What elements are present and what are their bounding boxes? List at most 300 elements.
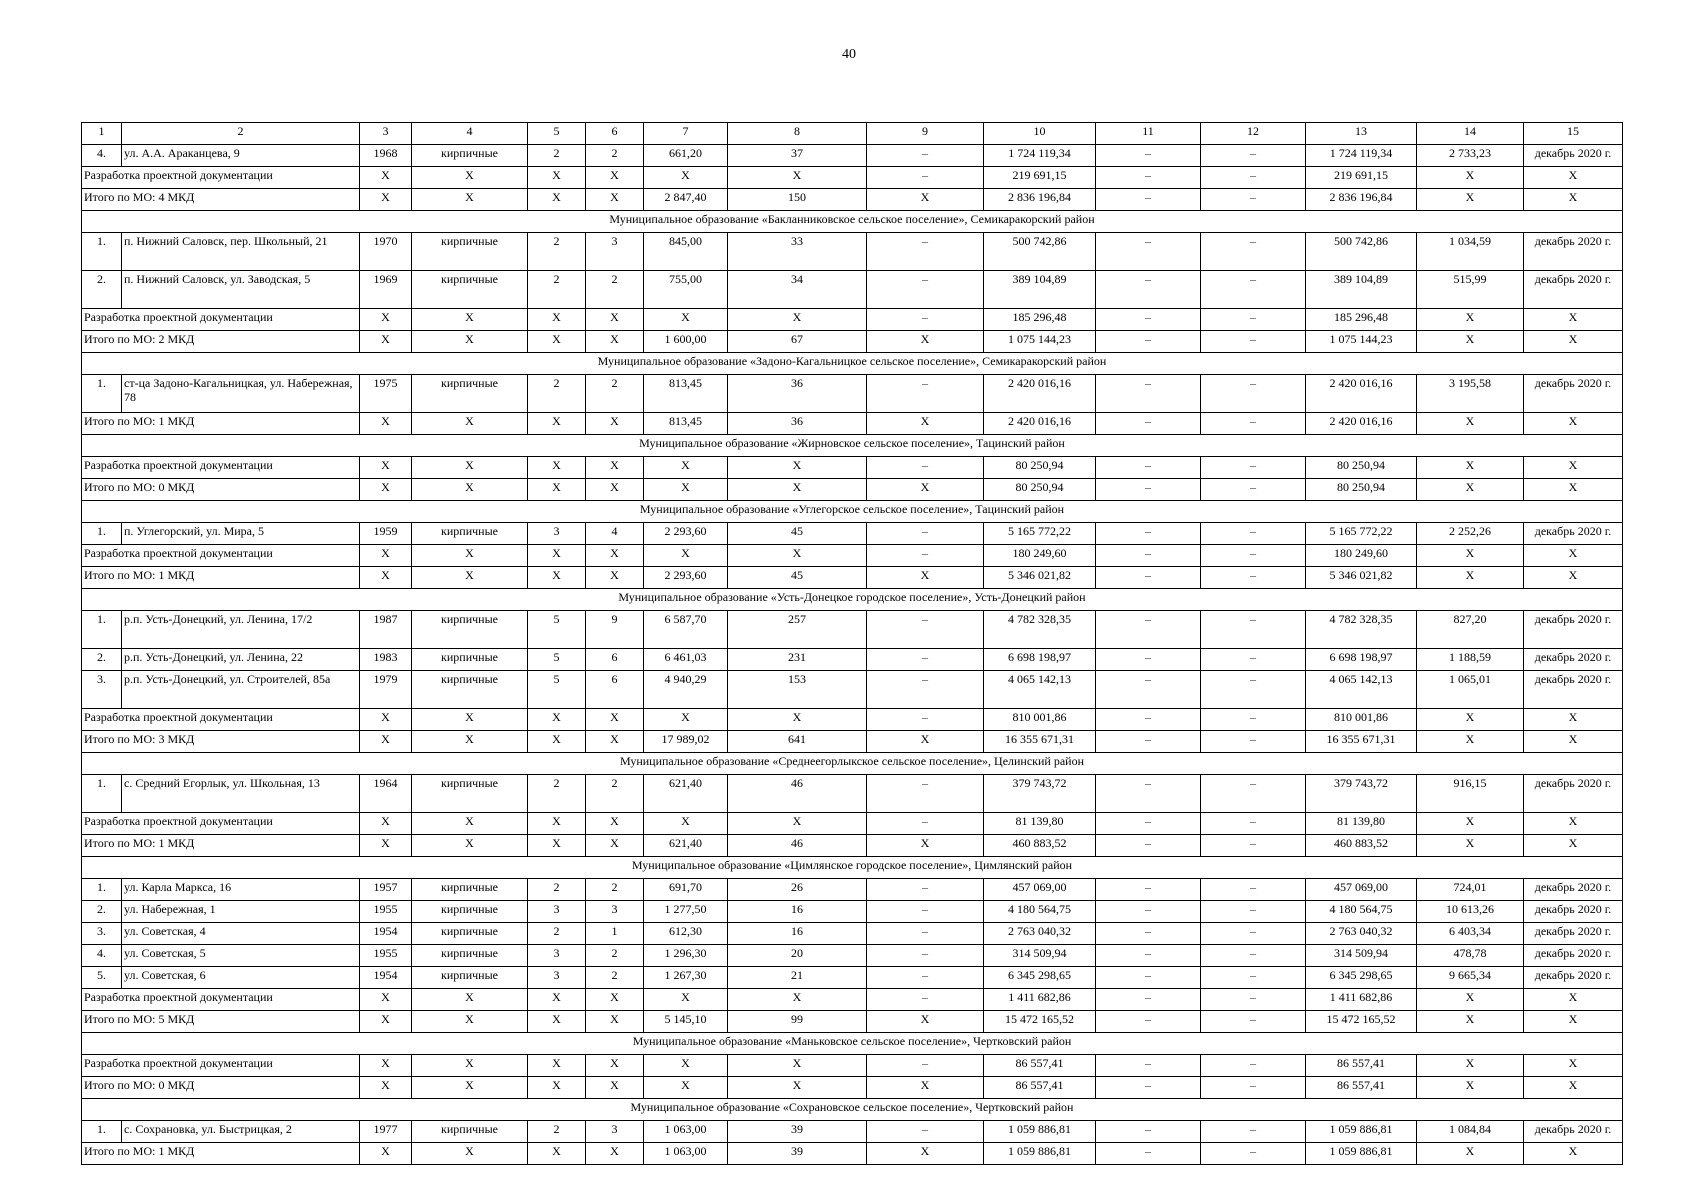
cell: 6 698 198,97: [1306, 649, 1417, 671]
cell: X: [1417, 545, 1524, 567]
column-number-row: [82, 123, 1623, 145]
building-address: ул. Советская, 5: [122, 945, 360, 967]
cell: –: [1201, 945, 1306, 967]
cell: –: [867, 167, 984, 189]
cell: X: [1524, 457, 1623, 479]
cell: 1 059 886,81: [1306, 1121, 1417, 1143]
cell: X: [728, 1055, 867, 1077]
cell: 1969: [360, 271, 412, 309]
cell: кирпичные: [412, 923, 528, 945]
cell: –: [1096, 879, 1201, 901]
cell: 80 250,94: [984, 457, 1096, 479]
row-label: Разработка проектной документации: [82, 813, 360, 835]
cell: 1 277,50: [644, 901, 728, 923]
municipality-section-row: [82, 589, 1623, 611]
building-row: [82, 671, 1623, 709]
cell: 1955: [360, 945, 412, 967]
cell: 5: [528, 649, 586, 671]
cell: –: [1096, 901, 1201, 923]
row-label: Итого по МО: 4 МКД: [82, 189, 360, 211]
cell: 2 420 016,16: [1306, 375, 1417, 413]
row-number: 3.: [82, 923, 122, 945]
cell: 86 557,41: [984, 1055, 1096, 1077]
cell: –: [1201, 309, 1306, 331]
cell: X: [412, 1077, 528, 1099]
cell: X: [644, 309, 728, 331]
cell: –: [1201, 649, 1306, 671]
cell: X: [1524, 1055, 1623, 1077]
cell: 2: [528, 233, 586, 271]
cell: –: [1096, 967, 1201, 989]
cell: X: [1524, 1011, 1623, 1033]
cell: X: [360, 1077, 412, 1099]
cell: X: [360, 1011, 412, 1033]
cell: X: [412, 731, 528, 753]
cell: –: [1096, 671, 1201, 709]
cell: 515,99: [1417, 271, 1524, 309]
cell: –: [1201, 879, 1306, 901]
cell: X: [644, 989, 728, 1011]
cell: X: [528, 331, 586, 353]
cell: декабрь 2020 г.: [1524, 671, 1623, 709]
column-number: 9: [867, 123, 984, 145]
cell: X: [728, 813, 867, 835]
cell: X: [528, 413, 586, 435]
cell: X: [867, 731, 984, 753]
cell: 827,20: [1417, 611, 1524, 649]
cell: X: [1417, 1055, 1524, 1077]
cell: 37: [728, 145, 867, 167]
cell: –: [1096, 835, 1201, 857]
cell: 45: [728, 567, 867, 589]
cell: X: [728, 545, 867, 567]
cell: –: [1201, 775, 1306, 813]
cell: 185 296,48: [1306, 309, 1417, 331]
cell: X: [1417, 989, 1524, 1011]
cell: 1 063,00: [644, 1121, 728, 1143]
cell: 17 989,02: [644, 731, 728, 753]
cell: –: [1096, 775, 1201, 813]
cell: 86 557,41: [984, 1077, 1096, 1099]
row-number: 1.: [82, 611, 122, 649]
column-number: 4: [412, 123, 528, 145]
cell: 45: [728, 523, 867, 545]
row-number: 1.: [82, 775, 122, 813]
cell: 2 763 040,32: [984, 923, 1096, 945]
cell: –: [1096, 567, 1201, 589]
cell: X: [1417, 309, 1524, 331]
cell: 916,15: [1417, 775, 1524, 813]
column-number: 10: [984, 123, 1096, 145]
cell: 4 065 142,13: [1306, 671, 1417, 709]
cell: 5 346 021,82: [1306, 567, 1417, 589]
cell: –: [867, 309, 984, 331]
cell: 6 461,03: [644, 649, 728, 671]
cell: X: [1417, 1011, 1524, 1033]
cell: кирпичные: [412, 233, 528, 271]
cell: –: [1096, 167, 1201, 189]
municipality-section-row: [82, 857, 1623, 879]
cell: 3 195,58: [1417, 375, 1524, 413]
cell: 389 104,89: [984, 271, 1096, 309]
cell: X: [412, 1011, 528, 1033]
cell: 2: [528, 879, 586, 901]
cell: 2: [528, 145, 586, 167]
cell: X: [867, 413, 984, 435]
cell: 500 742,86: [984, 233, 1096, 271]
municipality-title: Муниципальное образование «Маньковское сельское поселение», Чертковский район: [82, 1033, 1623, 1055]
cell: X: [1524, 989, 1623, 1011]
cell: 80 250,94: [1306, 479, 1417, 501]
municipality-title: Муниципальное образование «Цимлянское городское поселение», Цимлянский район: [82, 857, 1623, 879]
row-label: Итого по МО: 0 МКД: [82, 1077, 360, 1099]
municipality-title: Муниципальное образование «Задоно-Кагальницкое сельское поселение», Семикаракорский район: [82, 353, 1623, 375]
cell: X: [644, 457, 728, 479]
cell: 26: [728, 879, 867, 901]
cell: –: [1096, 309, 1201, 331]
cell: –: [1096, 145, 1201, 167]
cell: 2 420 016,16: [984, 375, 1096, 413]
cell: 219 691,15: [1306, 167, 1417, 189]
cell: 478,78: [1417, 945, 1524, 967]
cell: –: [1201, 523, 1306, 545]
cell: X: [728, 167, 867, 189]
cell: X: [1524, 167, 1623, 189]
cell: 180 249,60: [1306, 545, 1417, 567]
row-number: 2.: [82, 271, 122, 309]
cell: 314 509,94: [1306, 945, 1417, 967]
cell: X: [586, 457, 644, 479]
building-row: [82, 375, 1623, 413]
cell: X: [728, 709, 867, 731]
row-label: Итого по МО: 2 МКД: [82, 331, 360, 353]
cell: 2 836 196,84: [984, 189, 1096, 211]
municipality-title: Муниципальное образование «Жирновское сельское поселение», Тацинский район: [82, 435, 1623, 457]
cell: –: [867, 945, 984, 967]
cell: 1 065,01: [1417, 671, 1524, 709]
cell: –: [1201, 375, 1306, 413]
cell: 810 001,86: [1306, 709, 1417, 731]
municipality-section-row: [82, 1099, 1623, 1121]
cell: –: [1096, 271, 1201, 309]
cell: 4 180 564,75: [984, 901, 1096, 923]
cell: X: [360, 989, 412, 1011]
cell: X: [528, 989, 586, 1011]
cell: –: [867, 901, 984, 923]
cell: –: [867, 813, 984, 835]
cell: –: [1201, 813, 1306, 835]
total-row: [82, 1055, 1623, 1077]
row-number: 4.: [82, 945, 122, 967]
column-number: 11: [1096, 123, 1201, 145]
cell: декабрь 2020 г.: [1524, 967, 1623, 989]
cell: 15 472 165,52: [1306, 1011, 1417, 1033]
cell: –: [1201, 145, 1306, 167]
cell: X: [360, 731, 412, 753]
cell: X: [1524, 1077, 1623, 1099]
cell: 2 836 196,84: [1306, 189, 1417, 211]
cell: X: [1417, 167, 1524, 189]
cell: 33: [728, 233, 867, 271]
cell: кирпичные: [412, 649, 528, 671]
cell: –: [1096, 709, 1201, 731]
cell: X: [1417, 479, 1524, 501]
row-label: Итого по МО: 1 МКД: [82, 1143, 360, 1165]
cell: X: [528, 189, 586, 211]
cell: кирпичные: [412, 879, 528, 901]
column-number: 5: [528, 123, 586, 145]
cell: –: [1201, 967, 1306, 989]
cell: X: [586, 545, 644, 567]
column-number: 15: [1524, 123, 1623, 145]
cell: –: [867, 775, 984, 813]
cell: X: [528, 545, 586, 567]
column-number: 12: [1201, 123, 1306, 145]
building-row: [82, 233, 1623, 271]
cell: X: [412, 709, 528, 731]
cell: 80 250,94: [984, 479, 1096, 501]
row-label: Разработка проектной документации: [82, 709, 360, 731]
cell: декабрь 2020 г.: [1524, 945, 1623, 967]
cell: X: [1417, 1143, 1524, 1165]
cell: X: [412, 989, 528, 1011]
cell: 845,00: [644, 233, 728, 271]
cell: X: [412, 835, 528, 857]
cell: 36: [728, 413, 867, 435]
cell: X: [1524, 567, 1623, 589]
cell: X: [412, 545, 528, 567]
cell: X: [586, 1011, 644, 1033]
cell: 34: [728, 271, 867, 309]
row-number: 3.: [82, 671, 122, 709]
cell: –: [1096, 1143, 1201, 1165]
cell: 2 293,60: [644, 523, 728, 545]
cell: 16 355 671,31: [984, 731, 1096, 753]
cell: кирпичные: [412, 375, 528, 413]
cell: 219 691,15: [984, 167, 1096, 189]
cell: X: [360, 413, 412, 435]
cell: 80 250,94: [1306, 457, 1417, 479]
cell: X: [586, 413, 644, 435]
total-row: [82, 989, 1623, 1011]
cell: 379 743,72: [1306, 775, 1417, 813]
cell: –: [1201, 989, 1306, 1011]
municipality-title: Муниципальное образование «Сохрановское сельское поселение», Чертковский район: [82, 1099, 1623, 1121]
cell: X: [412, 813, 528, 835]
building-row: [82, 967, 1623, 989]
cell: X: [412, 309, 528, 331]
cell: 1 724 119,34: [984, 145, 1096, 167]
row-label: Разработка проектной документации: [82, 545, 360, 567]
cell: –: [867, 709, 984, 731]
cell: X: [412, 167, 528, 189]
cell: 3: [586, 233, 644, 271]
cell: 86 557,41: [1306, 1077, 1417, 1099]
cell: 1 075 144,23: [1306, 331, 1417, 353]
cell: 641: [728, 731, 867, 753]
cell: 150: [728, 189, 867, 211]
cell: 1979: [360, 671, 412, 709]
cell: X: [1524, 731, 1623, 753]
row-label: Итого по МО: 1 МКД: [82, 413, 360, 435]
cell: X: [1524, 835, 1623, 857]
cell: –: [1201, 1055, 1306, 1077]
cell: –: [1096, 457, 1201, 479]
cell: X: [1417, 413, 1524, 435]
cell: 2: [586, 375, 644, 413]
row-label: Разработка проектной документации: [82, 457, 360, 479]
cell: X: [360, 189, 412, 211]
cell: 1 084,84: [1417, 1121, 1524, 1143]
cell: X: [644, 545, 728, 567]
cell: 691,70: [644, 879, 728, 901]
cell: 379 743,72: [984, 775, 1096, 813]
cell: 5 346 021,82: [984, 567, 1096, 589]
row-number: 2.: [82, 901, 122, 923]
building-address: р.п. Усть-Донецкий, ул. Ленина, 22: [122, 649, 360, 671]
cell: 6 345 298,65: [1306, 967, 1417, 989]
cell: 1 267,30: [644, 967, 728, 989]
building-address: с. Средний Егорлык, ул. Школьная, 13: [122, 775, 360, 813]
cell: –: [1096, 989, 1201, 1011]
cell: кирпичные: [412, 611, 528, 649]
total-row: [82, 709, 1623, 731]
row-label: Разработка проектной документации: [82, 989, 360, 1011]
building-row: [82, 879, 1623, 901]
cell: –: [1096, 611, 1201, 649]
cell: –: [867, 375, 984, 413]
total-row: [82, 545, 1623, 567]
cell: –: [867, 879, 984, 901]
cell: 257: [728, 611, 867, 649]
cell: 2: [528, 271, 586, 309]
cell: 5 165 772,22: [984, 523, 1096, 545]
cell: X: [586, 479, 644, 501]
cell: X: [586, 309, 644, 331]
cell: X: [528, 167, 586, 189]
cell: 1 059 886,81: [984, 1121, 1096, 1143]
cell: –: [867, 1055, 984, 1077]
building-row: [82, 649, 1623, 671]
cell: 6: [586, 671, 644, 709]
cell: 2 420 016,16: [984, 413, 1096, 435]
cell: 500 742,86: [1306, 233, 1417, 271]
building-row: [82, 523, 1623, 545]
cell: X: [360, 1055, 412, 1077]
cell: X: [528, 835, 586, 857]
cell: 4 782 328,35: [1306, 611, 1417, 649]
cell: декабрь 2020 г.: [1524, 375, 1623, 413]
cell: кирпичные: [412, 901, 528, 923]
cell: 20: [728, 945, 867, 967]
cell: X: [412, 331, 528, 353]
cell: –: [1096, 1055, 1201, 1077]
cell: –: [1201, 1011, 1306, 1033]
cell: –: [867, 611, 984, 649]
cell: –: [1201, 331, 1306, 353]
cell: 813,45: [644, 413, 728, 435]
cell: X: [528, 479, 586, 501]
cell: –: [867, 145, 984, 167]
cell: X: [360, 545, 412, 567]
cell: 39: [728, 1121, 867, 1143]
row-number: 1.: [82, 1121, 122, 1143]
total-row: [82, 457, 1623, 479]
cell: X: [528, 1077, 586, 1099]
cell: –: [1201, 611, 1306, 649]
cell: 9 665,34: [1417, 967, 1524, 989]
column-number: 13: [1306, 123, 1417, 145]
building-row: [82, 901, 1623, 923]
cell: 1 296,30: [644, 945, 728, 967]
cell: X: [586, 1055, 644, 1077]
cell: 661,20: [644, 145, 728, 167]
cell: –: [1096, 331, 1201, 353]
row-number: 1.: [82, 375, 122, 413]
cell: 1954: [360, 967, 412, 989]
cell: 1 411 682,86: [1306, 989, 1417, 1011]
cell: 2 252,26: [1417, 523, 1524, 545]
cell: X: [528, 567, 586, 589]
cell: X: [1524, 813, 1623, 835]
cell: 6 403,34: [1417, 923, 1524, 945]
cell: декабрь 2020 г.: [1524, 923, 1623, 945]
cell: 1 059 886,81: [1306, 1143, 1417, 1165]
cell: X: [644, 1055, 728, 1077]
cell: 1 075 144,23: [984, 331, 1096, 353]
row-number: 5.: [82, 967, 122, 989]
cell: X: [1524, 709, 1623, 731]
building-row: [82, 271, 1623, 309]
cell: X: [1524, 413, 1623, 435]
cell: 1954: [360, 923, 412, 945]
cell: 2: [528, 1121, 586, 1143]
cell: декабрь 2020 г.: [1524, 879, 1623, 901]
cell: X: [586, 189, 644, 211]
building-address: п. Нижний Саловск, пер. Школьный, 21: [122, 233, 360, 271]
cell: X: [360, 331, 412, 353]
cell: X: [360, 457, 412, 479]
cell: X: [412, 567, 528, 589]
cell: X: [1524, 309, 1623, 331]
building-row: [82, 945, 1623, 967]
cell: –: [1096, 1011, 1201, 1033]
building-address: ул. А.А. Араканцева, 9: [122, 145, 360, 167]
total-row: [82, 835, 1623, 857]
cell: декабрь 2020 г.: [1524, 233, 1623, 271]
cell: декабрь 2020 г.: [1524, 901, 1623, 923]
cell: –: [1096, 731, 1201, 753]
cell: –: [867, 1121, 984, 1143]
building-address: р.п. Усть-Донецкий, ул. Строителей, 85а: [122, 671, 360, 709]
cell: –: [1096, 375, 1201, 413]
cell: кирпичные: [412, 671, 528, 709]
cell: 180 249,60: [984, 545, 1096, 567]
cell: 2 847,40: [644, 189, 728, 211]
cell: 1 034,59: [1417, 233, 1524, 271]
cell: –: [1201, 167, 1306, 189]
cell: 16: [728, 923, 867, 945]
cell: 2 763 040,32: [1306, 923, 1417, 945]
cell: X: [586, 813, 644, 835]
cell: 15 472 165,52: [984, 1011, 1096, 1033]
cell: 612,30: [644, 923, 728, 945]
cell: 5: [528, 671, 586, 709]
cell: 81 139,80: [984, 813, 1096, 835]
cell: X: [1524, 1143, 1623, 1165]
cell: X: [360, 709, 412, 731]
cell: –: [1201, 1121, 1306, 1143]
